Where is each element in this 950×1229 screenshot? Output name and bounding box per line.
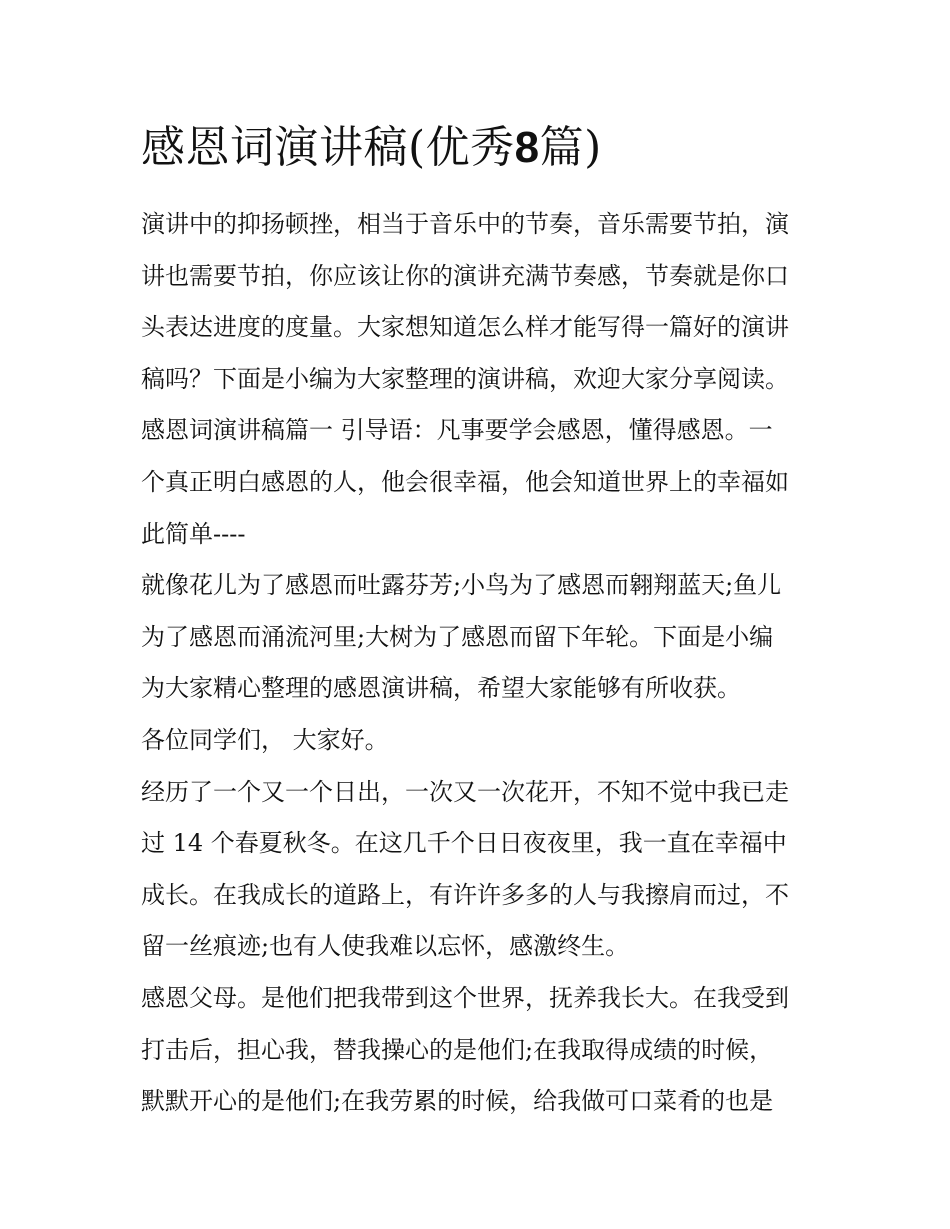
text-line: 过 14 个春夏秋冬。在这几千个日日夜夜里，我一直在幸福中 [141,829,787,858]
title-number: 8 [514,123,540,172]
text-line: 稿吗？下面是小编为大家整理的演讲稿，欢迎大家分享阅读。 [141,364,789,393]
article-body [141,199,813,1128]
text-line: 演讲中的抑扬顿挫，相当于音乐中的节奏，音乐需要节拍，演 [141,210,789,238]
text-line: 感恩父母。是他们把我带到这个世界，抚养我长大。在我受到 [141,983,789,1012]
text-line: 留一丝痕迹;也有人使我难以忘怀，感激终生。 [141,932,630,961]
text-line: 此简单---- [141,519,246,548]
text-line: 各位同学们， 大家好。 [141,725,389,754]
text-line: 默默开心的是他们;在我劳累的时候，给我做可口菜肴的也是 [141,1087,774,1116]
title-suffix: 篇) [539,122,602,173]
text-line: 经历了一个又一个日出，一次又一次花开，不知不觉中我已走 [141,777,789,806]
text-line: 感恩词演讲稿篇一 引导语：凡事要学会感恩，懂得感恩。一 [141,416,773,445]
text-line: 个真正明白感恩的人，他会很幸福，他会知道世界上的幸福如 [141,467,789,496]
page-title [141,118,602,178]
text-line: 为大家精心整理的感恩演讲稿，希望大家能够有所收获。 [141,674,741,703]
text-line: 讲也需要节拍，你应该让你的演讲充满节奏感，节奏就是你口 [141,261,789,290]
text-line: 为了感恩而涌流河里;大树为了感恩而留下年轮。下面是小编 [141,622,774,651]
text-line: 就像花儿为了感恩而吐露芬芳;小鸟为了感恩而翱翔蓝天;鱼儿 [141,571,782,600]
title-text: 感恩词演讲稿(优秀 [141,122,515,173]
text-line: 打击后，担心我，替我操心的是他们;在我取得成绩的时候， [141,1035,774,1064]
text-line: 成长。在我成长的道路上，有许许多多的人与我擦肩而过，不 [141,880,789,909]
text-line: 头表达进度的度量。大家想知道怎么样才能写得一篇好的演讲 [141,313,789,342]
